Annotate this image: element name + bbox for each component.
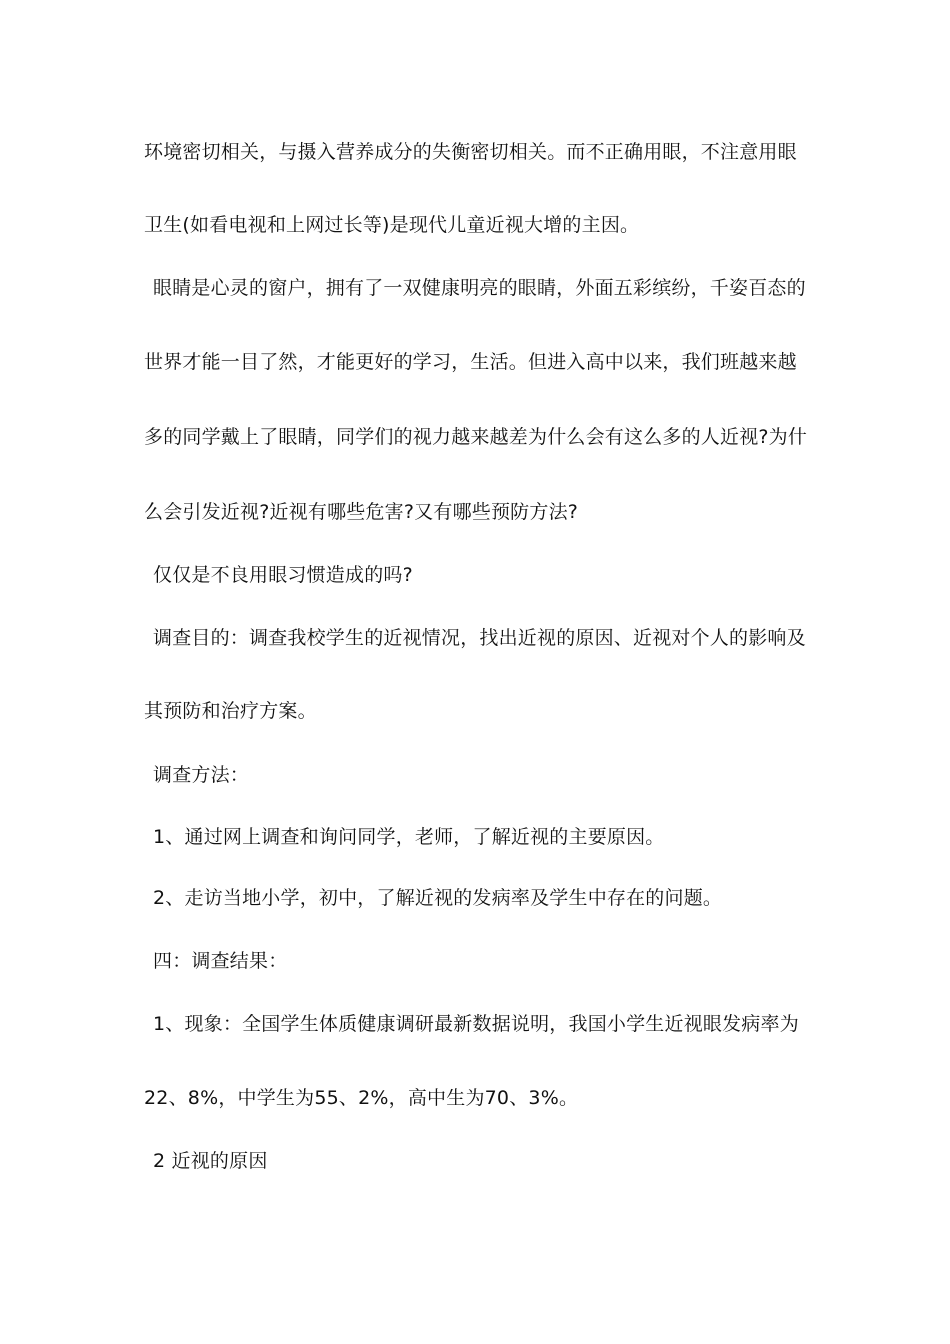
paragraph-line: 么会引发近视?近视有哪些危害?又有哪些预防方法? — [144, 501, 579, 523]
list-item: 1、现象：全国学生体质健康调研最新数据说明，我国小学生近视眼发病率为 — [153, 1013, 799, 1035]
section-heading-method: 调查方法： — [153, 764, 250, 786]
paragraph-line: 眼睛是心灵的窗户，拥有了一双健康明亮的眼睛，外面五彩缤纷，千姿百态的 — [153, 277, 806, 299]
section-heading-results: 四：调查结果： — [153, 950, 288, 972]
list-item: 2 近视的原因 — [153, 1150, 268, 1172]
list-item: 2、走访当地小学，初中，了解近视的发病率及学生中存在的问题。 — [153, 887, 723, 909]
section-heading-purpose: 调查目的：调查我校学生的近视情况，找出近视的原因、近视对个人的影响及 — [153, 627, 806, 649]
list-item: 1、通过网上调查和询问同学，老师，了解近视的主要原因。 — [153, 826, 665, 848]
paragraph-line: 世界才能一目了然，才能更好的学习，生活。但进入高中以来，我们班越来越 — [144, 351, 797, 373]
paragraph-line: 多的同学戴上了眼睛，同学们的视力越来越差为什么会有这么多的人近视?为什 — [144, 426, 808, 448]
paragraph-line: 卫生(如看电视和上网过长等)是现代儿童近视大增的主因。 — [144, 214, 640, 236]
paragraph-line: 环境密切相关，与摄入营养成分的失衡密切相关。而不正确用眼，不注意用眼 — [144, 141, 797, 163]
paragraph-line: 其预防和治疗方案。 — [144, 700, 317, 722]
paragraph-line: 仅仅是不良用眼习惯造成的吗? — [153, 564, 413, 586]
paragraph-line: 22、8%，中学生为55、2%，高中生为70、3%。 — [144, 1087, 579, 1109]
